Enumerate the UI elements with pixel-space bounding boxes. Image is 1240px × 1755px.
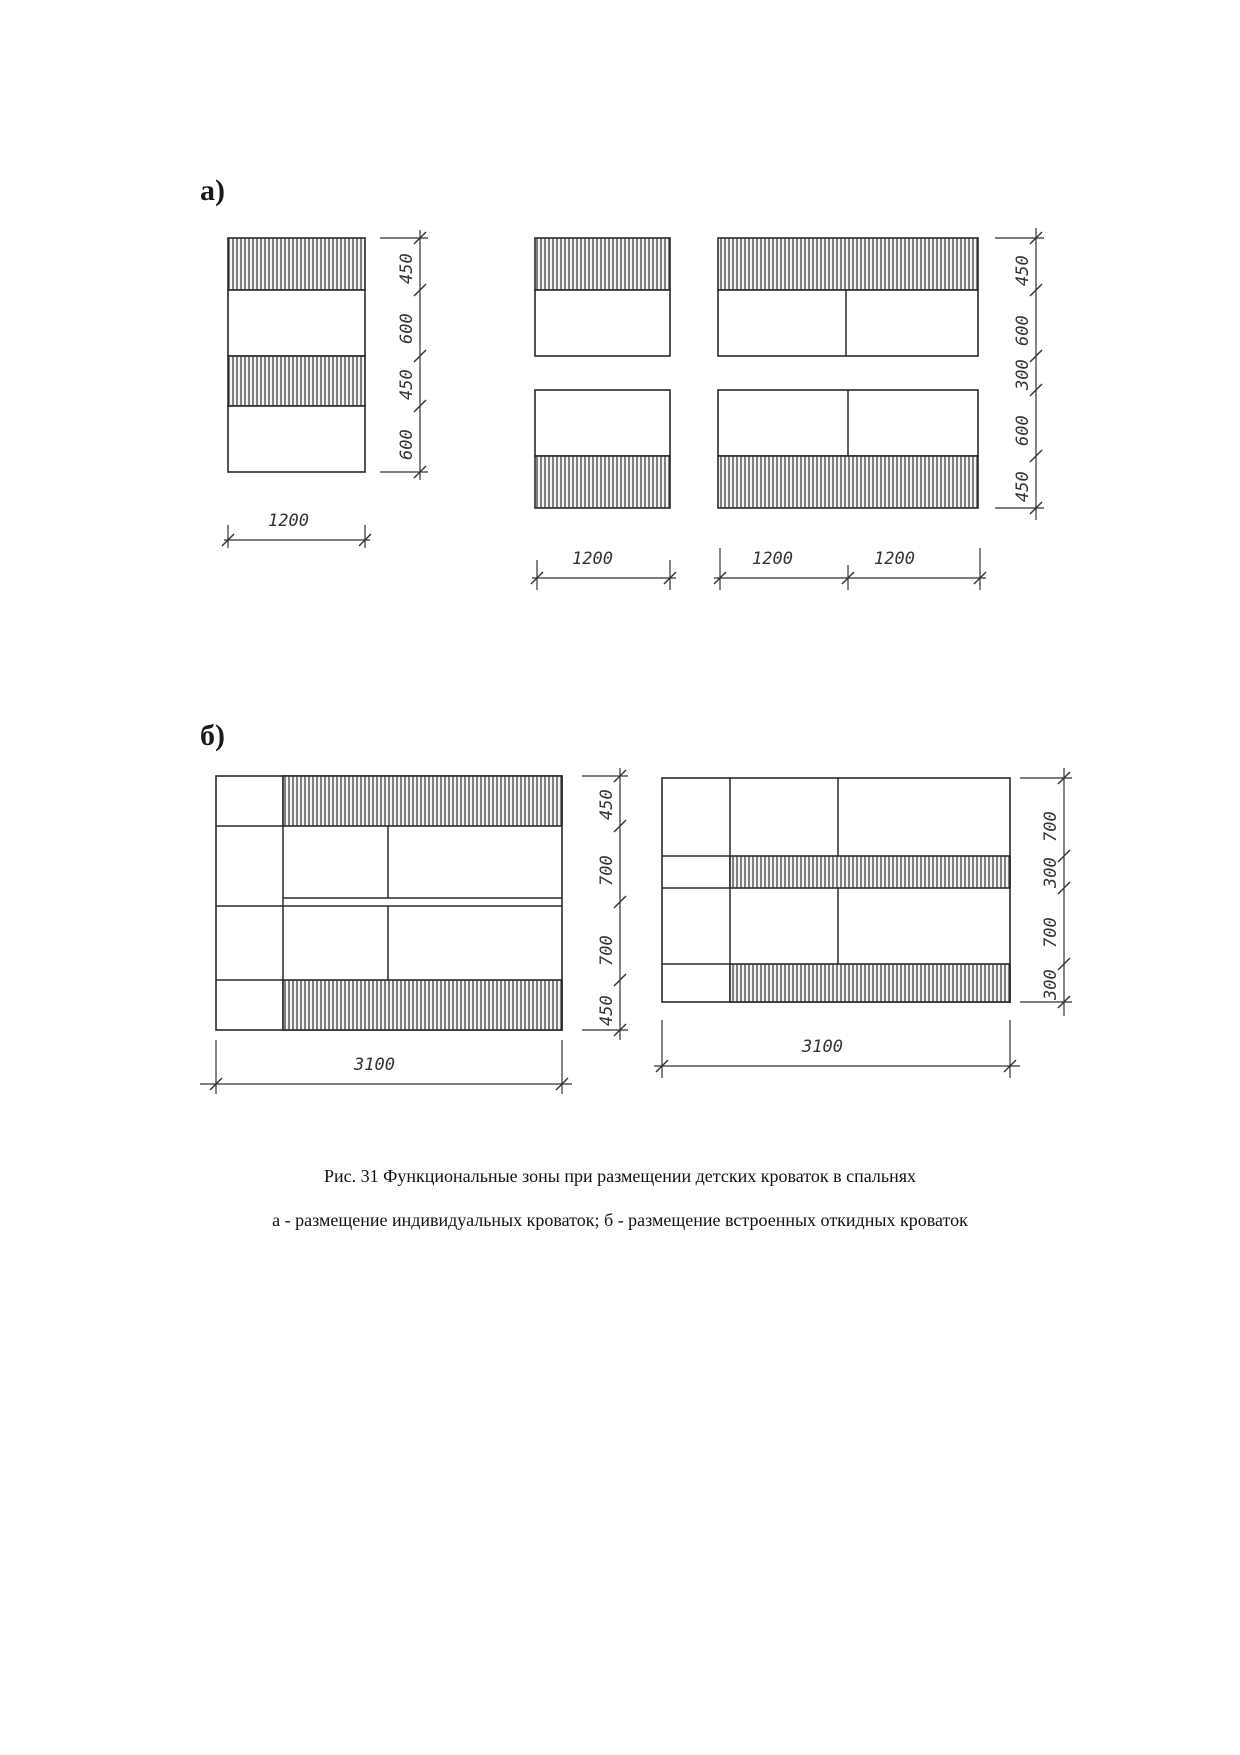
zone-hatched bbox=[535, 238, 670, 290]
zone-hatched bbox=[283, 980, 562, 1030]
dim-label: 600 bbox=[397, 313, 417, 344]
dim-label: 700 bbox=[1041, 811, 1061, 842]
dim-label: 600 bbox=[1013, 415, 1033, 446]
zone-hatched bbox=[228, 238, 365, 290]
section-a-single-column bbox=[222, 230, 428, 548]
dim-label: 450 bbox=[1013, 255, 1033, 286]
figure-caption-title: Рис. 31 Функциональные зоны при размещении детских кроваток в спальнях bbox=[323, 1166, 917, 1186]
bed-zone bbox=[228, 290, 365, 356]
dim-label: 300 bbox=[1013, 359, 1033, 390]
bed-zone bbox=[535, 290, 670, 356]
dim-label: 600 bbox=[1013, 315, 1033, 346]
section-b-right-unit bbox=[654, 768, 1072, 1078]
section-b-label: б) bbox=[200, 719, 225, 752]
zone-hatched bbox=[228, 356, 365, 406]
dim-label: 450 bbox=[397, 369, 417, 400]
zone-hatched bbox=[718, 238, 978, 290]
dim-label: 600 bbox=[397, 429, 417, 460]
dim-label: 1200 bbox=[268, 511, 309, 531]
dim-label: 1200 bbox=[874, 549, 915, 569]
zone-hatched bbox=[730, 964, 1010, 1002]
zone-hatched bbox=[535, 456, 670, 508]
dim-label: 450 bbox=[397, 253, 417, 284]
dim-label: 450 bbox=[597, 995, 617, 1026]
figure-caption-legend: а - размещение индивидуальных кроваток; б - размещение встроенных откидных кроваток bbox=[272, 1210, 968, 1230]
bed-zone bbox=[228, 406, 365, 472]
dim-label: 700 bbox=[1041, 917, 1061, 948]
dim-label: 1200 bbox=[752, 549, 793, 569]
bed-zone bbox=[718, 290, 978, 356]
dim-label: 450 bbox=[597, 789, 617, 820]
section-b-left-unit bbox=[200, 768, 628, 1094]
dim-label: 3100 bbox=[802, 1037, 843, 1057]
zone-hatched bbox=[283, 776, 562, 826]
dim-label: 700 bbox=[597, 935, 617, 966]
dim-label: 300 bbox=[1041, 857, 1061, 888]
dim-label: 1200 bbox=[572, 549, 613, 569]
zone-hatched bbox=[718, 456, 978, 508]
zone-hatched bbox=[730, 856, 1010, 888]
dim-label: 450 bbox=[1013, 471, 1033, 502]
dim-label: 700 bbox=[597, 855, 617, 886]
dim-label: 3100 bbox=[354, 1055, 395, 1075]
dim-label: 300 bbox=[1041, 969, 1061, 1000]
bed-zone bbox=[535, 390, 670, 456]
section-a-label: а) bbox=[200, 174, 225, 207]
section-a-right-units bbox=[714, 228, 1044, 590]
section-a-middle-units bbox=[531, 238, 676, 590]
